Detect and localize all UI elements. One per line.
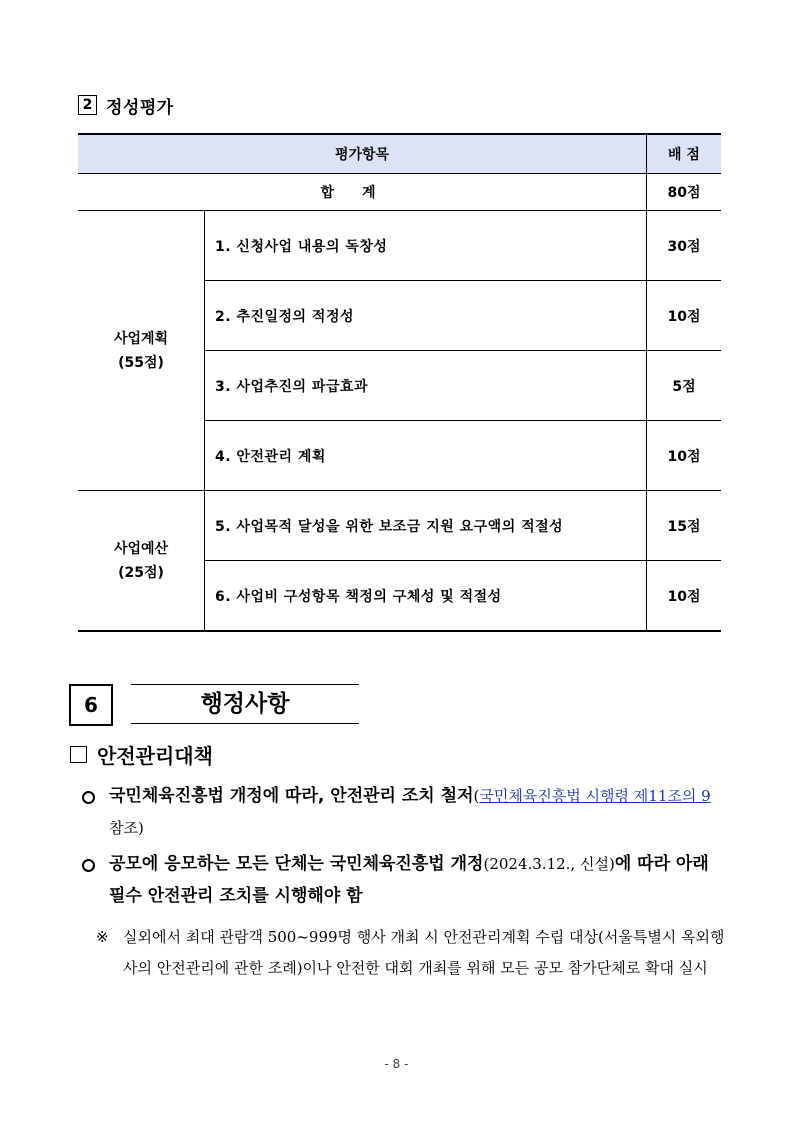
score-cell: 30점	[647, 211, 722, 281]
subsection-heading	[70, 740, 213, 769]
item-cell: 5. 사업목적 달성을 위한 보조금 지원 요구액의 적절성	[205, 491, 647, 561]
square-bullet-icon	[70, 746, 87, 763]
total-score: 80점	[647, 174, 722, 211]
note-text: 실외에서 최대 관람객 500~999명 행사 개최 시 안전관리계획 수립 대상(서울특별시 옥외행사의 안전관리에 관한 조례)이나 안전한 대회 개최를 위해 모든 공모 참가단체로 확대 실시	[123, 928, 725, 977]
category-name: 사업예산	[113, 540, 169, 557]
category-points: (25점)	[118, 564, 164, 581]
circle-bullet-icon	[82, 859, 95, 872]
score-cell: 10점	[647, 421, 722, 491]
bullet-main: 공모에 응모하는 모든 단체는 국민체육진흥법 개정	[109, 854, 484, 874]
category-points: (55점)	[118, 354, 164, 371]
item-cell: 1. 신청사업 내용의 독창성	[205, 211, 647, 281]
table-header-row	[78, 134, 721, 174]
item-cell: 2. 추진일정의 적정성	[205, 281, 647, 351]
evaluation-table	[78, 133, 721, 632]
category-name: 사업계획	[113, 330, 169, 347]
chapter-number: 6	[69, 684, 113, 726]
bullet-ref-rest: 참조)	[109, 819, 144, 837]
score-cell: 10점	[647, 561, 722, 632]
section-title: 정성평가	[106, 97, 174, 118]
bullet-date: (2024.3.12., 신설)	[483, 855, 615, 873]
item-cell: 3. 사업추진의 파급효과	[205, 351, 647, 421]
score-cell: 10점	[647, 281, 722, 351]
bullet-main-continued: 에 따라 아래 필수 안전관리 조치를 시행해야 함	[109, 854, 709, 906]
section-number: 2	[78, 95, 97, 115]
reference-mark: ※	[96, 928, 109, 946]
bullet-main: 국민체육진흥법 개정에 따라, 안전관리 조치 철저	[109, 786, 474, 806]
item-cell: 4. 안전관리 계획	[205, 421, 647, 491]
header-item: 평가항목	[78, 134, 647, 174]
table-row	[78, 211, 721, 281]
header-score: 배 점	[647, 134, 722, 174]
bullet-item	[82, 848, 727, 912]
item-cell: 6. 사업비 구성항목 책정의 구체성 및 적절성	[205, 561, 647, 632]
bullet-item	[82, 780, 727, 844]
score-cell: 5점	[647, 351, 722, 421]
note	[96, 922, 726, 984]
score-cell: 15점	[647, 491, 722, 561]
chapter-title: 행정사항	[131, 684, 359, 724]
circle-bullet-icon	[82, 791, 95, 804]
table-row	[78, 491, 721, 561]
law-reference-link[interactable]: 국민체육진흥법 시행령 제11조의 9	[479, 787, 711, 805]
chapter-heading	[69, 684, 361, 726]
category-cell	[78, 491, 205, 632]
page-number: - 8 -	[384, 1057, 409, 1071]
subsection-title: 안전관리대책	[97, 744, 213, 768]
total-row	[78, 174, 721, 211]
category-cell	[78, 211, 205, 491]
section-heading	[78, 92, 174, 118]
total-label: 합계	[78, 174, 647, 211]
bullet-ref-open: (	[473, 787, 480, 805]
